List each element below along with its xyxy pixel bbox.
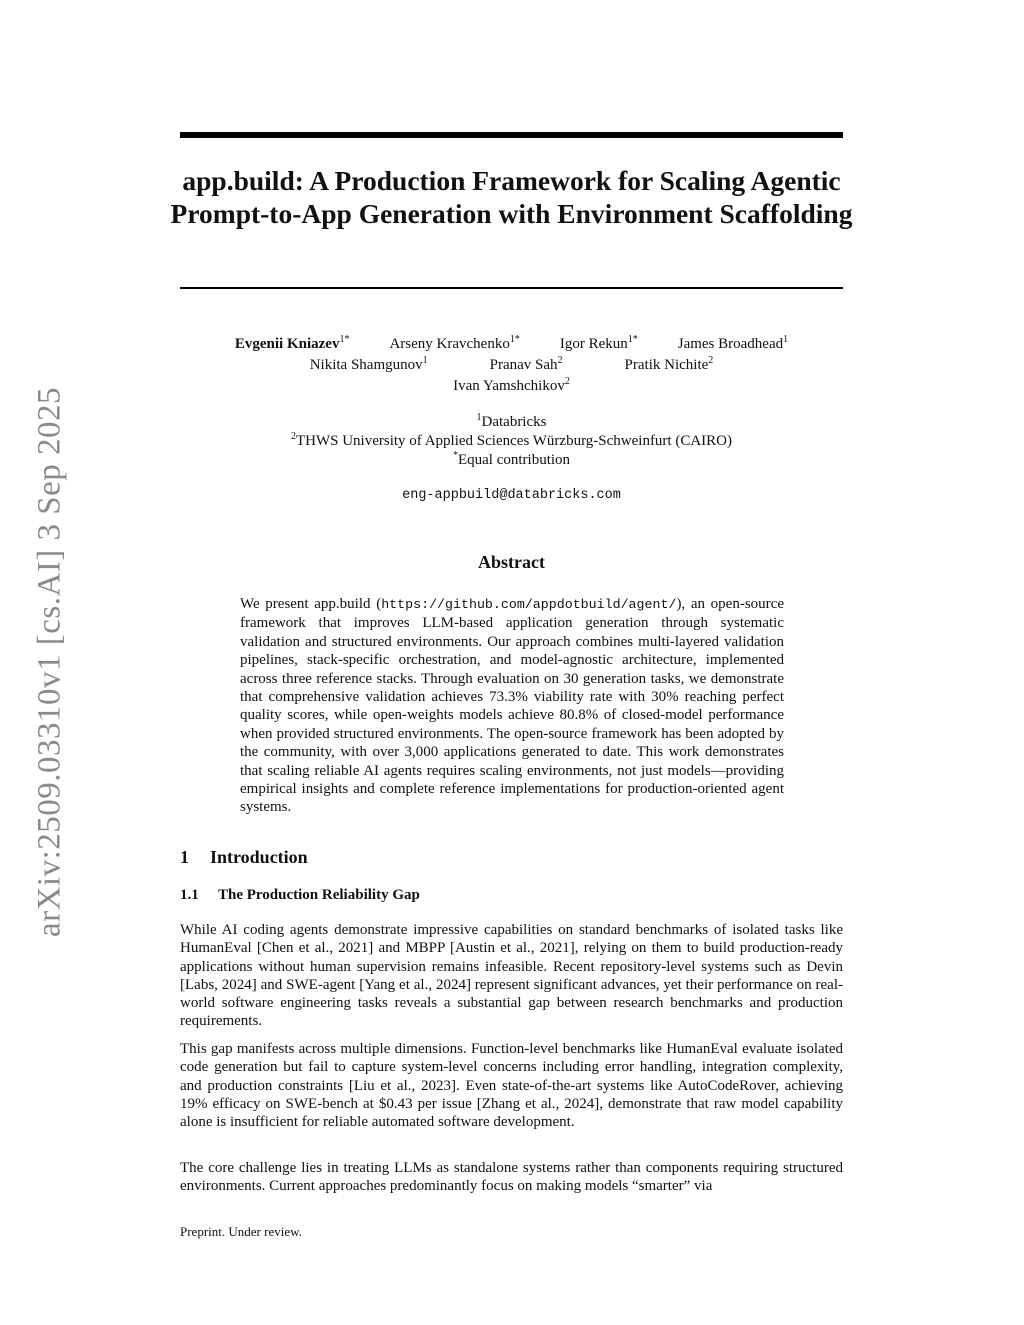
body-paragraph: This gap manifests across multiple dimensions. Function-level benchmarks like HumanEval evaluate isolated code generation but fail to capture system-level concerns including error handling, integration complexity, and production constraints [Liu et al., 2023]. Even state-of-the-art systems like AutoCodeRover, achieving 19% efficacy on SWE-bench at $0.43 per issue [Zhang et al., 2024], demonstrate that raw model capability alone is insufficient for reliable automated software development.	[180, 1041, 843, 1131]
author: James Broadhead$^1$	[677, 334, 789, 352]
paper-title: app.build: A Production Framework for Scaling Agentic Prompt-to-App Generation with Environment Scaffolding	[170, 165, 853, 229]
arxiv-identifier: arXiv:2509.03310v1 [cs.AI] 3 Sep 2025	[31, 386, 68, 938]
author-row	[180, 334, 843, 355]
author: Nikita Shamgunov$^1$	[309, 355, 428, 373]
author: Ivan Yamshchikov$^2$	[453, 376, 570, 394]
abstract-heading: Abstract	[478, 552, 545, 572]
title-bottom-rule	[180, 287, 843, 289]
author: Igor Rekun$^{1*}$	[559, 334, 638, 352]
title-top-rule	[180, 132, 843, 138]
affiliation: $^1$Databricks	[476, 412, 547, 430]
author-row	[180, 355, 843, 376]
affiliation: $^2$THWS University of Applied Sciences Würzburg-Schweinfurt (CAIRO)	[290, 431, 733, 449]
footer-note: Preprint. Under review.	[180, 1224, 302, 1239]
contact-email: eng-appbuild@databricks.com	[402, 488, 621, 503]
author: Pranav Sah$^2$	[489, 355, 563, 373]
author-row	[180, 376, 843, 397]
body-paragraph: The core challenge lies in treating LLMs as standalone systems rather than components requiring structured environments. Current approaches predominantly focus on making models “smarter” via	[180, 1160, 843, 1195]
affiliation: *Equal contribution	[452, 450, 571, 468]
repo-link: https://github.com/appdotbuild/agent/	[381, 597, 677, 612]
author: Evgenii Kniazev$^{1*}$	[234, 334, 350, 352]
author: Arseny Kravchenko$^{1*}$	[389, 334, 520, 352]
author: Pratik Nichite$^2$	[624, 355, 714, 373]
abstract-text: We present app.build (https://github.com/appdotbuild/agent/), an open-source framework that improves LLM-based application generation through systematic validation and structured environments. Our approach combines multi-layered validation pipelines, stack-specific orchestration, and model-agnostic architecture, implemented across three reference stacks. Through evaluation on 30 generation tasks, we demonstrate that comprehensive validation achieves 73.3% viability rate with 30% reaching perfect quality scores, while open-weights models achieve 80.8% of closed-model performance when provided structured environments. The open-source framework has been adopted by the community, with over 3,000 applications generated to date. This work demonstrates that scaling reliable AI agents requires scaling environments, not just models—providing empirical insights and complete reference implementations for production-oriented agent systems.	[240, 596, 784, 816]
subsection-heading: 1.1 The Production Reliability Gap	[180, 887, 420, 903]
affiliations	[180, 413, 843, 470]
body-paragraph: While AI coding agents demonstrate impressive capabilities on standard benchmarks of isolated tasks like HumanEval [Chen et al., 2021] and MBPP [Austin et al., 2021], relying on them to build production-ready applications without human supervision remains infeasible. Recent repository-level systems such as Devin [Labs, 2024] and SWE-agent [Yang et al., 2024] represent significant advances, yet their performance on real-world software engineering tasks reveals a substantial gap between research benchmarks and production requirements.	[180, 922, 843, 1030]
author-list	[180, 334, 843, 397]
section-heading: 1 Introduction	[180, 847, 308, 867]
